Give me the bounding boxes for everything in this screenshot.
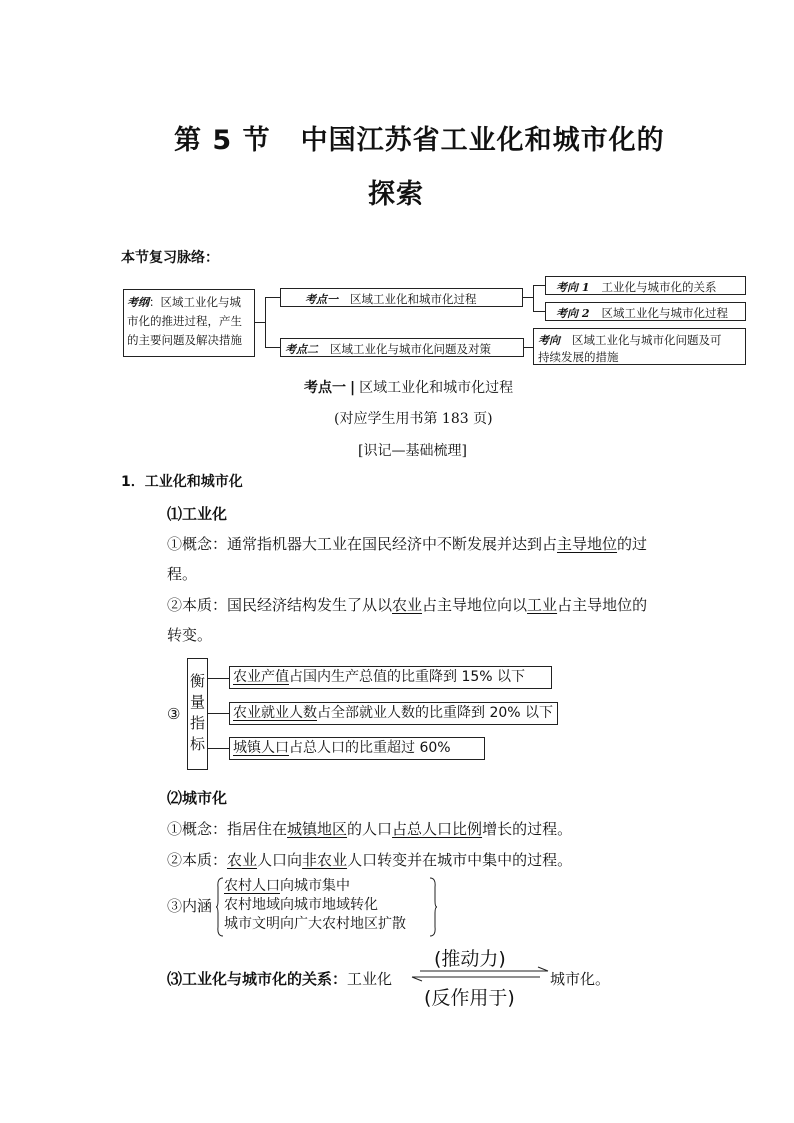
- title-main: 中国江苏省工业化和城市化的: [300, 125, 665, 156]
- industrial-essence-ind: 工业: [527, 596, 558, 614]
- relation-top-label: (推动力): [434, 948, 506, 970]
- outline-dir1-text: 工业化与城市化的关系: [601, 280, 717, 294]
- outline-dir1-box: [545, 276, 746, 295]
- section-tag: [识记—基础梳理]: [358, 443, 467, 459]
- urban-essence-nonagri: 非农业: [302, 851, 348, 869]
- indicator-2-key: 农业就业人数: [233, 705, 317, 721]
- connotation-label: ③内涵: [167, 897, 213, 915]
- section-heading: [304, 377, 513, 397]
- indicator-box-3: [229, 737, 485, 760]
- industrial-essence-line2: 转变。: [167, 626, 213, 644]
- industrial-essence-tail: 占主导地位的: [557, 596, 648, 614]
- outline-dir3-text2: 持续发展的措施: [538, 350, 619, 364]
- connector-root-vertical: [265, 297, 266, 347]
- indicator-label-box: [187, 658, 208, 770]
- section-heading-text: 区域工业化和城市化过程: [359, 380, 514, 396]
- connotation-1-text: 向城市集中: [280, 878, 350, 894]
- industrial-concept-tail: 的过: [617, 535, 648, 553]
- relation-line: [167, 968, 392, 989]
- urban-title: ⑵城市化: [167, 789, 228, 807]
- urban-essence-prefix: ②本质：: [167, 851, 228, 869]
- industrial-essence-mid: 占主导地位向以: [422, 596, 528, 614]
- outline-dir3-box: [533, 328, 746, 365]
- indicator-box-2: [229, 702, 558, 725]
- relation-title: ⑶工业化与城市化的关系：: [167, 970, 348, 988]
- outline-kp2-text: 区域工业化与城市化问题及对策: [330, 342, 491, 356]
- urban-essence-tail: 人口转变并在城市中集中的过程。: [347, 851, 573, 869]
- outline-kp1-text: 区域工业化和城市化过程: [350, 292, 477, 306]
- outline-kp2-label: 考点二: [285, 343, 318, 356]
- urban-concept-ratio: 占总人口比例: [392, 820, 483, 838]
- outline-dir1-label: 考向 1: [556, 281, 590, 294]
- section-page-ref: (对应学生用书第 183 页): [334, 411, 493, 427]
- indicator-connector-1: [208, 678, 229, 679]
- outline-root-text2: 市化的推进过程，产生: [127, 314, 242, 328]
- urban-concept-tail: 增长的过程。: [482, 820, 573, 838]
- connotation-item-2: 农村地域向城市地域转化: [224, 897, 378, 913]
- outline-kp1-box: [280, 288, 523, 307]
- indicator-label-char3: 指: [189, 714, 205, 732]
- section-heading-bar: |: [350, 380, 356, 396]
- industrial-concept-line1: [167, 533, 647, 554]
- urban-essence-mid: 人口向: [257, 851, 303, 869]
- urban-concept-area: 城镇地区: [287, 820, 348, 838]
- indicator-number: ③: [167, 705, 181, 723]
- connector-dir1: [533, 285, 545, 286]
- industrial-concept-underlined: 主导地位: [557, 535, 618, 553]
- connotation-right-brace: [429, 877, 437, 937]
- outline-root-text3: 的主要问题及解决措施: [127, 333, 242, 347]
- indicator-1-text: 占国内生产总值的比重降到 15% 以下: [289, 669, 526, 685]
- section-heading-label: 考点一: [304, 380, 346, 396]
- outline-kp1-label: 考点一: [305, 293, 338, 306]
- item1-title: 1．工业化和城市化: [121, 474, 243, 490]
- outline-dir3-text1: 区域工业化与城市化问题及可: [572, 333, 722, 347]
- outline-kp2-box: [280, 338, 524, 357]
- review-heading: 本节复习脉络：: [121, 250, 219, 266]
- indicator-3-key: 城镇人口: [233, 740, 289, 756]
- outline-dir3-label: 考向: [538, 334, 560, 347]
- industrial-essence-agri: 农业: [392, 596, 423, 614]
- connotation-item-1: [224, 877, 406, 896]
- connector-dir2: [533, 311, 545, 312]
- outline-dir2-text: 区域工业化与城市化过程: [601, 306, 728, 320]
- relation-double-arrow: [410, 966, 550, 982]
- indicator-connector-2: [208, 713, 229, 714]
- page-title-line1: [174, 118, 665, 157]
- outline-dir2-label: 考向 2: [556, 307, 590, 320]
- relation-left: 工业化: [347, 970, 393, 988]
- industrial-essence-text: ②本质：国民经济结构发生了从以: [167, 596, 393, 614]
- connotation-item-3: 城市文明向广大农村地区扩散: [224, 916, 406, 932]
- industrial-concept-line2: 程。: [167, 565, 198, 583]
- indicator-3-text: 占总人口的比重超过 60%: [289, 740, 451, 756]
- connector-root: [255, 322, 265, 323]
- indicator-box-1: [229, 666, 552, 689]
- industrial-title: ⑴工业化: [167, 505, 228, 523]
- outline-root-label: 考纲: [127, 296, 149, 309]
- outline-root-box: [123, 289, 255, 357]
- connector-kp1: [265, 297, 280, 298]
- outline-root-text1: ：区域工业化与城: [149, 295, 241, 309]
- page-title-line2: 探索: [368, 179, 424, 210]
- urban-concept-text: ①概念：指居住在: [167, 820, 288, 838]
- urban-concept-mid: 的人口: [347, 820, 393, 838]
- urban-essence: [167, 849, 572, 870]
- indicator-label-char4: 标: [189, 735, 205, 753]
- indicator-1-key: 农业产值: [233, 669, 289, 685]
- outline-dir2-box: [545, 302, 746, 321]
- connector-kp2: [265, 347, 280, 348]
- connotation-list: [224, 877, 406, 934]
- connotation-left-brace: [216, 877, 224, 937]
- urban-concept: [167, 818, 572, 839]
- connector-kp1-vertical: [533, 285, 534, 311]
- connector-kp1-out: [523, 297, 533, 298]
- industrial-concept-text: ①概念：通常指机器大工业在国民经济中不断发展并达到占: [167, 535, 558, 553]
- urban-essence-agri: 农业: [227, 851, 258, 869]
- connotation-1-key: 农村人口: [224, 878, 280, 894]
- relation-bottom-label: (反作用于): [424, 987, 515, 1009]
- indicator-connector-3: [208, 748, 229, 749]
- indicator-label-char2: 量: [189, 693, 205, 711]
- relation-right: 城市化。: [550, 970, 611, 988]
- indicator-2-text: 占全部就业人数的比重降到 20% 以下: [317, 705, 554, 721]
- indicator-label-char1: 衡: [189, 672, 205, 690]
- section-number: 第 5 节: [174, 125, 271, 156]
- industrial-essence-line1: [167, 594, 647, 615]
